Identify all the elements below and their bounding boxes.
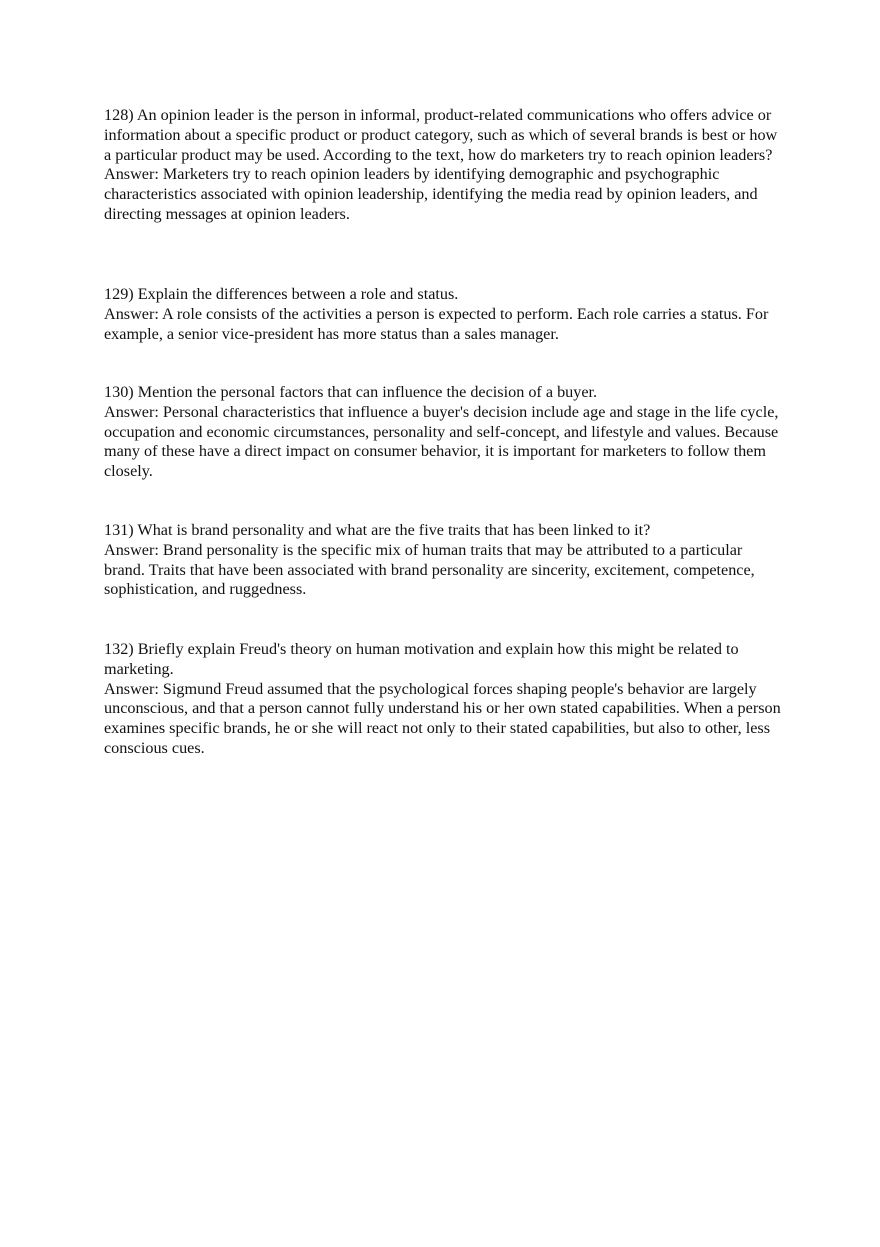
question-text: 130) Mention the personal factors that can influence the decision of a buyer. [104, 383, 598, 401]
answer-text: Answer: Marketers try to reach opinion leaders by identifying demographic and psychographic characteristics associated with opinion leadership, identifying the media read by opinion leaders, and directing messages at opinion leaders. [104, 165, 758, 223]
answer-text: Answer: A role consists of the activities a person is expected to perform. Each role carries a status. For example, a senior vice-president has more status than a sales manager. [104, 304, 769, 343]
question-text: 129) Explain the differences between a role and status. [104, 285, 459, 303]
question-block-131 [104, 521, 784, 600]
question-block-130 [104, 383, 784, 482]
question-text: 128) An opinion leader is the person in informal, product-related communications who offers advice or information about a specific product or product category, such as which of several brands is best or how a particular product may be used. According to the text, how do marketers try to reach opinion leaders? [104, 106, 778, 164]
question-block-128 [104, 106, 784, 225]
answer-text: Answer: Brand personality is the specific mix of human traits that may be attributed to a particular brand. Traits that have been associated with brand personality are sincerity, excitement, competence, sophistication, and ruggedness. [104, 540, 755, 599]
question-text: 131) What is brand personality and what are the five traits that has been linked to it? [104, 521, 651, 539]
answer-text: Answer: Sigmund Freud assumed that the psychological forces shaping people's behavior are largely unconscious, and that a person cannot fully understand his or her own stated capabilities. When a person examines specific brands, he or she will react not only to their stated capabilities, but also to other, less conscious cues. [104, 679, 781, 757]
question-block-132 [104, 640, 784, 759]
answer-text: Answer: Personal characteristics that influence a buyer's decision include age and stage in the life cycle, occupation and economic circumstances, personality and self-concept, and lifestyle and values. Because many of these have a direct impact on consumer behavior, it is important for marketers to follow them closely. [104, 402, 779, 481]
question-text: 132) Briefly explain Freud's theory on human motivation and explain how this might be related to marketing. [104, 640, 739, 678]
question-block-129 [104, 285, 784, 344]
